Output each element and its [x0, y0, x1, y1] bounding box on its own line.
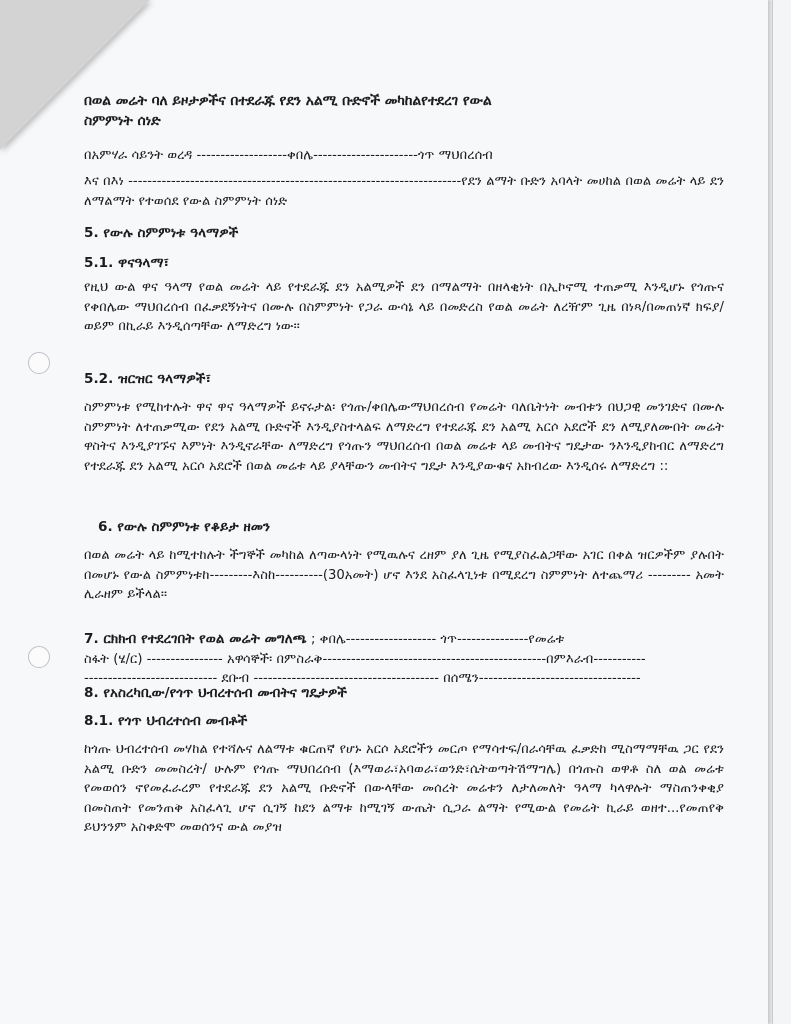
- title-line-1: በወል መሬት ባለ ይዞታዎችና በተደራጁ የደን አልሚ ቡድኖች መካከልየተደረገ የውል: [84, 93, 492, 109]
- party-line: በአምሃራ ሳይንት ወረዳ -------------------ቀበሌ----------------------ጎጥ ማህበረሰብ: [84, 148, 493, 163]
- section-7-line-3: ---------------------------- ደቡብ --------------------------------------- በሰሜን----------------------------------: [84, 671, 641, 687]
- section-6-heading: 6. የውሉ ስምምነቱ የቆይታ ዘመን: [98, 519, 271, 535]
- section-7-line-1: [84, 630, 724, 650]
- section-5-1-heading: 5.1. ዋናዓላማ፣: [84, 255, 170, 271]
- section-7-line-2: ስፋት (ሄ/ር) ---------------- አዋሳኞች፡ በምስራቅ-----------------------------------------------በምእራብ-----------: [84, 651, 646, 667]
- section-7-heading: 7. ርክክብ የተደረገበት የወል መሬት መግለጫ: [84, 631, 307, 647]
- section-5-2-heading: 5.2. ዝርዝር ዓላማዎች፣: [84, 371, 212, 387]
- section-8-1-body: ከጎጡ ህብረተሰብ መሃከል የተሻሉና ለልማቱ ቁርጠኛ የሆኑ አርሶ አደሮችን መርጦ የማሳተፍ/በራሳቸዉ ፈቃድከ ሚስማማቸዉ ጋር የደን አልሚ ቡድን መመስረት/ ሁሉም የጎጡ ማህበረሰብ (እማወራ፣አባወራ፣ወንድ፣ሴትወጣትሽማግሌ) በጎጡስ ወዋቶ ስለ ወል መሬቱ የመወሰን ኖየመፈራረም የተደራጁ ደን አልሚ ቡድኖች በውላቸው መሰረት መሬቱን ለታለመለት ዓላማ ካላዋሉት ማስጠንቀቂያ በመስጠት የመንጠቅ አስፈላጊ ሆኖ ሲገኝ ከደን ልማቱ ከሚገኝ ውጤት ሲጋራ ልማት የሚውል የመሬት ኪራይ ወዘተ...የመጠየቅ ይህንንም አስቀድሞ መወሰንና ውል መያዝ: [84, 742, 724, 836]
- punch-hole-bottom: [28, 646, 50, 668]
- section-8-heading: 8. የአስረካቢው/የጎጥ ህብረተሰብ መብትና ግዴታዎች: [84, 685, 348, 701]
- page-edge-back-2: [772, 0, 791, 1024]
- document-title: [84, 92, 724, 131]
- section-5-2-body: ስምምነቱ የሚከተሉት ዋና ዋና ዓላማዎች ይኖሩታል፡ የጎጡ/ቀበሌውማህበረሰብ የመሬት ባለቤትነት መብቱን በህጋዊ መንገድና በሙሉ ስምምነት ለተጠቃሚው የደን አልሚ ቡድኖች እንዲያስተላልፍ ለማድረግ የተደራጁ ደን አልሚ አርሶ አደሮች ደን ለሚያለሙበት መሬት ዋስትና እንዲያገኙና እምነት እንዲኖራቸው ለማድረግ የጎጡን ማህበረሰብ በወል መሬቱ ላይ መብትና ግዴታው ንእንዲያከብር ለማድረግ የተደራጁ ደን አልሚ አርሶ አደሮች በወል መሬቱ ላይ ያላቸውን መብትና ግዴታ እንዲያውቁና አክብረው እንዲሰሩ ለማድረግ ::: [84, 400, 724, 474]
- section-7-line-1-rest: ; ቀበሌ------------------- ጎጥ---------------የመሬቱ: [310, 632, 565, 647]
- section-7: [84, 630, 724, 689]
- section-6-body: በወል መሬት ላይ ከሚተከሉት ችግኞች መካከል ለጣውላነት የሚዉሉና ረዘም ያለ ጊዜ የሚያስፈልጋቸው አገር በቀል ዝርዎችም ያሉበት በመሆኑ የውል ስምምነቱከ---------እስከ----------(30አመት) ሆኖ እንደ አስፈላጊነቱ በሚደረግ ስምምነት ለተጨማሪ --------- አመት ሊራዘም ይችላል፡፡: [84, 548, 724, 603]
- title-line-2: ስምምነት ሰነድ: [84, 112, 161, 129]
- section-5-heading: 5. የውሉ ስምምነቱ ዓላማዎች: [84, 225, 239, 241]
- party-paragraph: እና በእነ ----------------------------------------------------------------------የደን ልማት ቡድን አባላት መሀከል በወል መሬት ላይ ደን ለማልማት የተወሰደ የውል ስምምነት ሰነድ: [84, 174, 724, 209]
- section-5-1-body: የዚህ ውል ዋና ዓላማ የወል መሬት ላይ የተደራጁ ደን አልሚዎች ደን በማልማት በዘላቂነት በኢኮኖሚ ተጠቃሚ እንዲሆኑ የጎጡና የቀበሌው ማህበረሰብ በፈቃደኝነትና በሙሉ በስምምነት የጋራ ውሳኔ ላይ በመድረስ የወል መሬት ለረዥም ጊዜ በነጻ/በመጠነኛ ክፍያ/ ወይም በኪራይ እንዲሰጣቸው ለማድረግ ነው፡፡: [84, 280, 724, 335]
- section-8-1-heading: 8.1. የጎጥ ህብረተሰብ መብቶች: [84, 713, 248, 729]
- punch-hole-top: [28, 352, 50, 374]
